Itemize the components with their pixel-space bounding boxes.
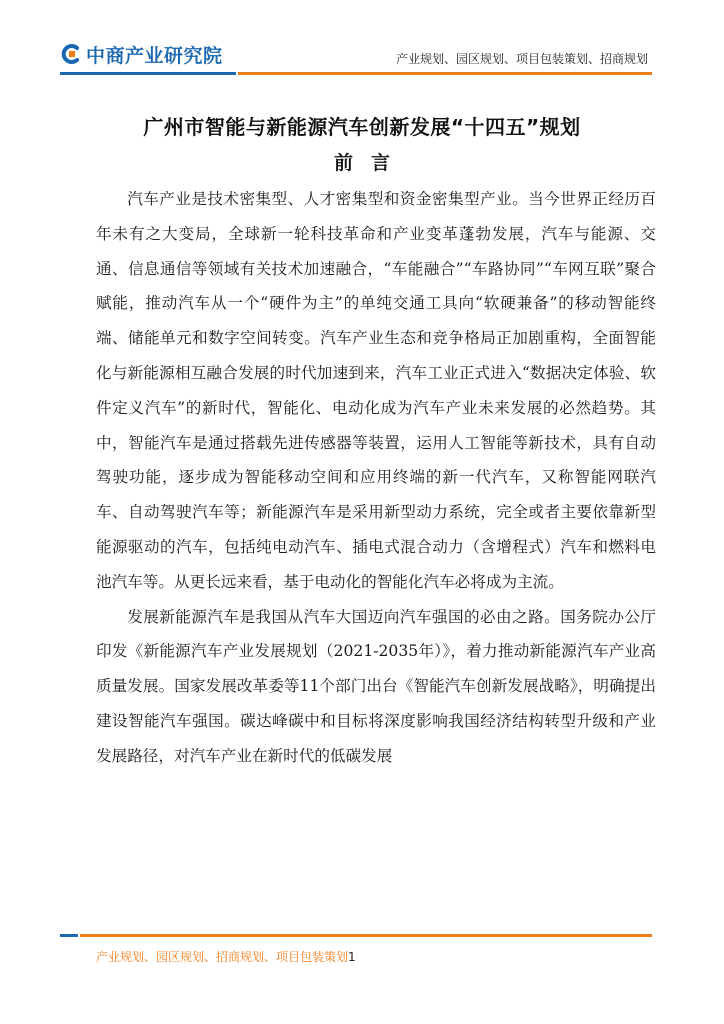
page-number: 1	[348, 950, 356, 964]
document-title: 广州市智能与新能源汽车创新发展“十四五”规划	[143, 115, 581, 139]
paragraph: 汽车产业是技术密集型、人才密集型和资金密集型产业。当今世界正经历百年未有之大变局，全球新一轮科技革命和产业变革蓬勃发展，汽车与能源、交通、信息通信等领域有关技术加速融合，“车能融合”“车路协同”“车网互联”聚合赋能，推动汽车从一个“硬件为主”的单纯交通工具向“软硬兼备”的移动智能终端、储能单元和数字空间转变。汽车产业生态和竞争格局正加剧重构，全面智能化与新能源相互融合发展的时代加速到来，汽车工业正式进入“数据决定体验、软件定义汽车”的新时代，智能化、电动化成为汽车产业未来发展的必然趋势。其中，智能汽车是通过搭载先进传感器等装置，运用人工智能等新技术，具有自动驾驶功能，逐步成为智能移动空间和应用终端的新一代汽车，又称智能网联汽车、自动驾驶汽车等；新能源汽车是采用新型动力系统，完全或者主要依靠新型能源驱动的汽车，包括纯电动汽车、插电式混合动力（含增程式）汽车和燃料电池汽车等。从更长远来看，基于电动化的智能化汽车必将成为主流。	[96, 190, 656, 591]
footer-text: 产业规划、园区规划、招商规划、项目包装策划	[96, 950, 349, 964]
header-tagline: 产业规划、园区规划、项目包装策划、招商规划	[395, 52, 648, 66]
footer-rule-blue	[60, 934, 78, 937]
logo-c-icon	[60, 43, 82, 65]
brand-logo	[60, 40, 223, 68]
section-title: 前言	[333, 152, 408, 174]
document-body	[96, 182, 656, 774]
footer	[96, 948, 356, 965]
footer-rule-orange	[80, 934, 652, 937]
header-rule-orange	[238, 72, 652, 75]
header-rule-blue	[60, 72, 236, 75]
paragraph: 发展新能源汽车是我国从汽车大国迈向汽车强国的必由之路。国务院办公厅印发《新能源汽车产业发展规划（2021-2035年）》，着力推动新能源汽车产业高质量发展。国家发展改革委等11个部门出台《智能汽车创新发展战略》，明确提出建设智能汽车强国。碳达峰碳中和目标将深度影响我国经济结构转型升级和产业发展路径，对汽车产业在新时代的低碳发展	[96, 607, 656, 765]
logo-text: 中商产业研究院	[86, 44, 223, 67]
